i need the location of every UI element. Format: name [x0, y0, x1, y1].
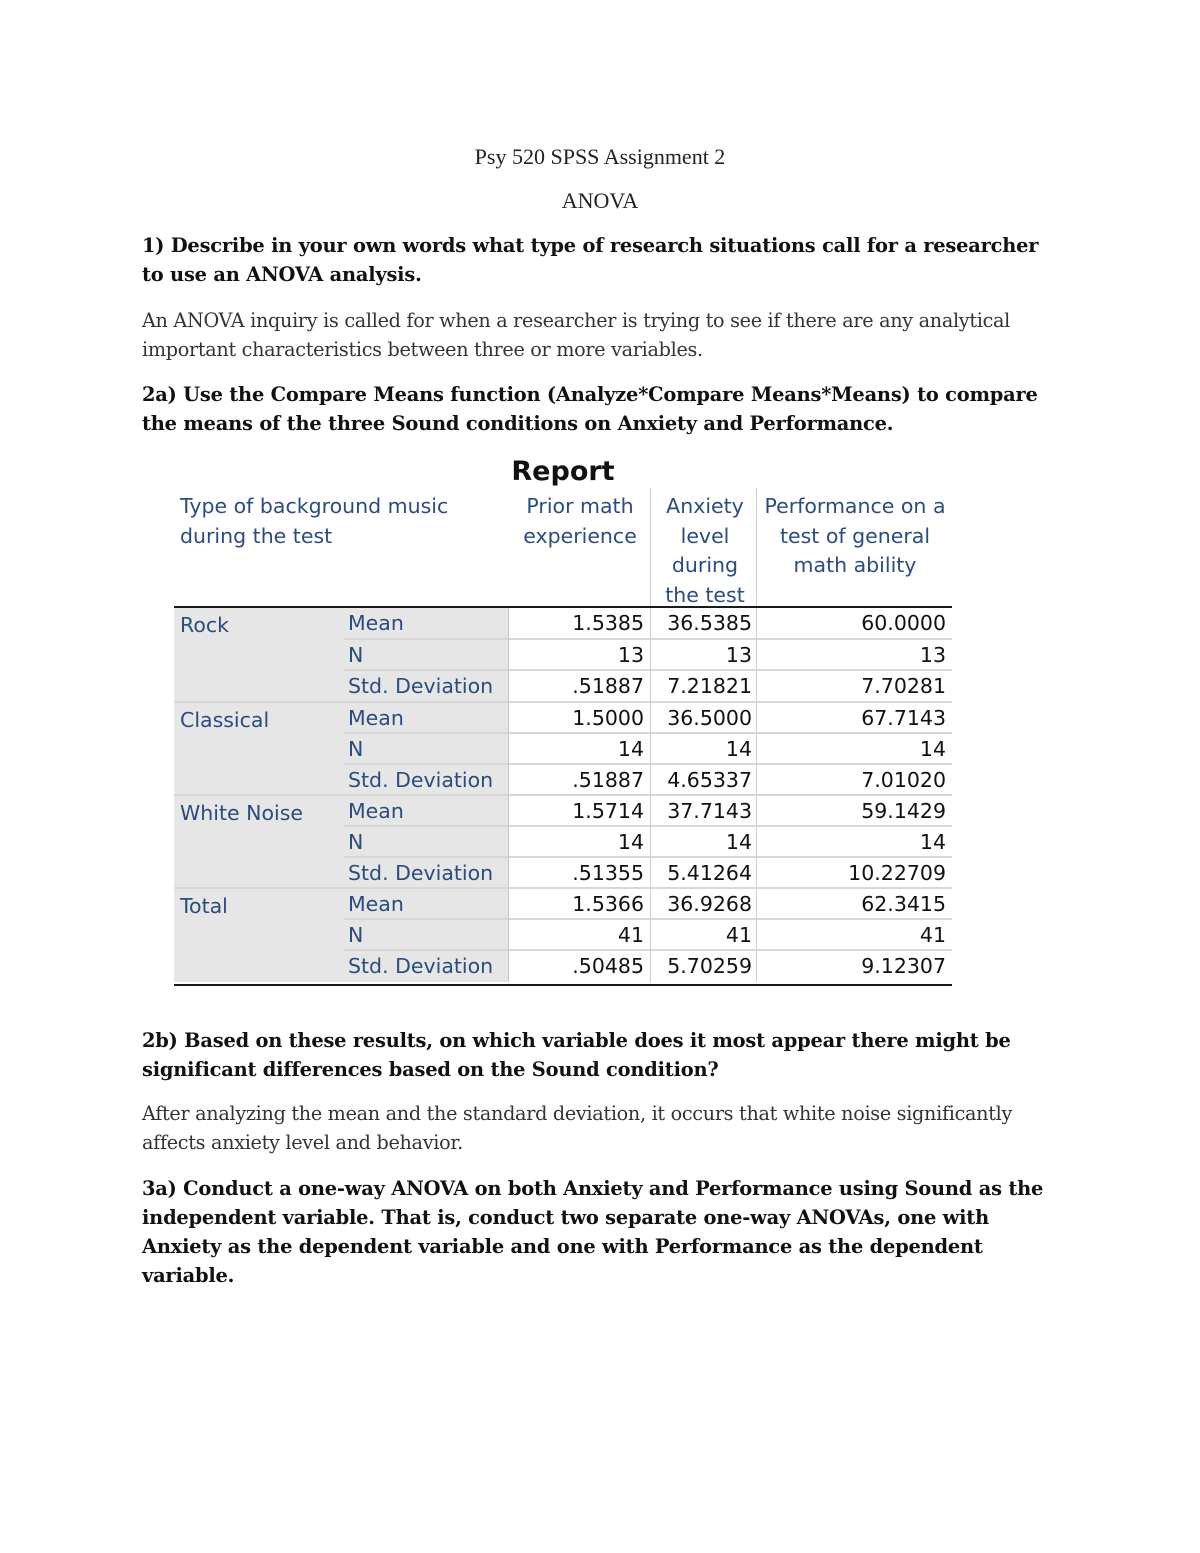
stat-label: Std. Deviation	[348, 768, 494, 792]
question-2a: 2a) Use the Compare Means function (Analyze*Compare Means*Means) to compare the means of the three Sound conditions on Anxiety and Performance.	[142, 383, 1038, 435]
cell-anxiety: 14	[725, 830, 752, 854]
cell-performance: 41	[919, 923, 946, 947]
cell-performance: 62.3415	[861, 892, 946, 916]
stat-label: Mean	[348, 799, 404, 823]
cell-prior: 14	[617, 737, 644, 761]
cell-performance: 9.12307	[861, 954, 946, 978]
table-row	[174, 796, 952, 827]
cell-anxiety: 36.9268	[667, 892, 752, 916]
table-row	[174, 671, 952, 702]
cell-anxiety: 36.5000	[667, 706, 752, 730]
cell-performance: 14	[919, 737, 946, 761]
cell-prior: .51887	[572, 768, 644, 792]
group-label: Total	[180, 894, 228, 918]
report-title: Report	[511, 456, 615, 487]
cell-prior: 41	[617, 923, 644, 947]
question-2b: 2b) Based on these results, on which variable does it most appear there might be significant differences based on the Sound condition?	[142, 1029, 1011, 1081]
question-1: 1) Describe in your own words what type of research situations call for a researcher to use an ANOVA analysis.	[142, 234, 1039, 286]
column-divider	[756, 608, 757, 982]
table-row	[174, 640, 952, 671]
table-row	[174, 827, 952, 858]
cell-anxiety: 5.41264	[667, 861, 752, 885]
answer-1: An ANOVA inquiry is called for when a researcher is trying to see if there are any analytical important characteristics between three or more variables.	[142, 309, 1011, 361]
table-row	[174, 608, 952, 639]
header-divider	[650, 488, 651, 606]
question-3a: 3a) Conduct a one-way ANOVA on both Anxiety and Performance using Sound as the independent variable. That is, conduct two separate one-way ANOVAs, one with Anxiety as the dependent variable and one with Performance as the dependent variable.	[142, 1177, 1044, 1287]
cell-prior: 1.5366	[572, 892, 644, 916]
cell-anxiety: 41	[725, 923, 752, 947]
cell-anxiety: 5.70259	[667, 954, 752, 978]
group-label: Rock	[180, 613, 230, 637]
cell-performance: 60.0000	[861, 611, 946, 635]
header-performance: Performance on a test of general math ability	[764, 494, 946, 577]
column-divider	[508, 608, 509, 982]
cell-anxiety: 4.65337	[667, 768, 752, 792]
cell-performance: 7.70281	[861, 674, 946, 698]
stat-label: Mean	[348, 611, 404, 635]
column-divider	[650, 608, 651, 982]
cell-performance: 14	[919, 830, 946, 854]
header-divider	[756, 488, 757, 606]
cell-performance: 59.1429	[861, 799, 946, 823]
header-anxiety-level: Anxiety level during the test	[665, 494, 745, 607]
cell-prior: 1.5000	[572, 706, 644, 730]
stat-label: N	[348, 923, 364, 947]
cell-prior: .50485	[572, 954, 644, 978]
cell-anxiety: 7.21821	[667, 674, 752, 698]
cell-prior: 1.5714	[572, 799, 644, 823]
table-row	[174, 889, 952, 920]
cell-prior: 1.5385	[572, 611, 644, 635]
stat-label: N	[348, 643, 364, 667]
cell-performance: 67.7143	[861, 706, 946, 730]
table-row	[174, 858, 952, 889]
stat-label: Mean	[348, 892, 404, 916]
stat-label: N	[348, 737, 364, 761]
table-row	[174, 765, 952, 796]
group-label: White Noise	[180, 801, 303, 825]
header-type-of-music: Type of background music during the test	[180, 494, 449, 548]
cell-anxiety: 37.7143	[667, 799, 752, 823]
document-subtitle: ANOVA	[561, 188, 639, 213]
stat-label: N	[348, 830, 364, 854]
stat-label: Std. Deviation	[348, 861, 494, 885]
cell-prior: .51887	[572, 674, 644, 698]
table-row	[174, 920, 952, 951]
report-table	[174, 456, 952, 982]
cell-performance: 13	[919, 643, 946, 667]
cell-performance: 10.22709	[848, 861, 946, 885]
document-title: Psy 520 SPSS Assignment 2	[474, 144, 726, 169]
group-label: Classical	[180, 708, 270, 732]
answer-2b: After analyzing the mean and the standard deviation, it occurs that white noise significantly affects anxiety level and behavior.	[142, 1102, 1013, 1154]
table-row	[174, 703, 952, 734]
cell-prior: 13	[617, 643, 644, 667]
stat-label: Std. Deviation	[348, 954, 494, 978]
stat-label: Mean	[348, 706, 404, 730]
cell-prior: 14	[617, 830, 644, 854]
cell-performance: 7.01020	[861, 768, 946, 792]
cell-prior: .51355	[572, 861, 644, 885]
report-body	[174, 606, 952, 986]
cell-anxiety: 14	[725, 737, 752, 761]
cell-anxiety: 13	[725, 643, 752, 667]
stat-label: Std. Deviation	[348, 674, 494, 698]
table-row	[174, 734, 952, 765]
cell-anxiety: 36.5385	[667, 611, 752, 635]
header-prior-math: Prior math experience	[523, 494, 637, 548]
table-row	[174, 951, 952, 982]
